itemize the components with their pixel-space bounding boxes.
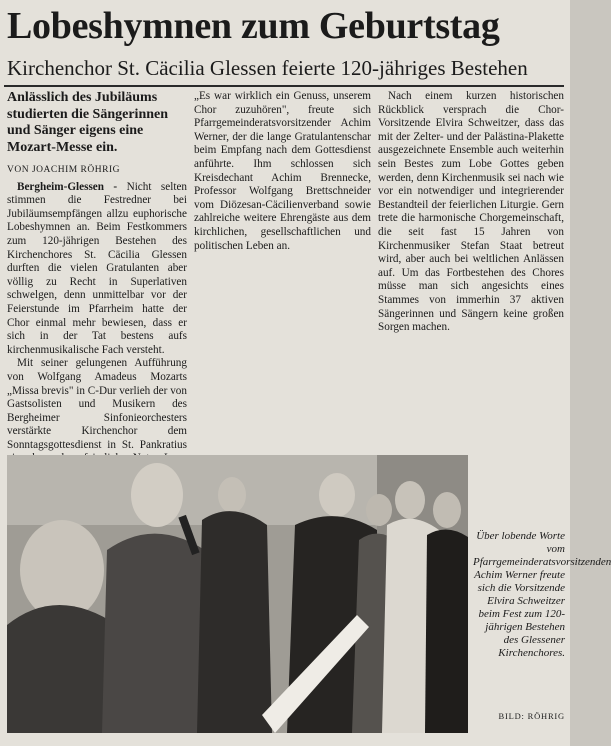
photo-caption: Über lobende Worte vom Pfarrgemeinderatsvorsitzenden Achim Werner freute sich die Vorsitzende Elvira Schweitzer beim Fest zum 120-jährigen Bestehen des Glessener Kirchenchores.: [473, 530, 611, 659]
article-dateline: Bergheim-Glessen -: [17, 180, 118, 193]
headline-divider: [4, 85, 564, 87]
article-byline: VON JOACHIM RÖHRIG: [7, 165, 120, 175]
body-paragraph-3: „Es war wirklich ein Genuss, unserem Chor zuzuhören", freute sich Pfarrgemeinderatsvorsitzender Achim Werner, der die lange Gratulantenschar beim Empfang nach dem Gottesdienst anführte. Ihm schlossen sich Kreisdechant Achim Brennecke, Professor Wolfgang Brettschneider vom Diözesan-Cäcilienverband sowie zahlreiche weitere Ehrengäste aus dem kirchlichen, gesellschaftlichen und politischen Leben an.: [194, 90, 371, 252]
article-photo: [7, 455, 468, 733]
article-intro: Anlässlich des Jubiläums studierten die Sängerinnen und Sänger eigens eine Mozart-Messe ein.: [7, 90, 169, 155]
text-column-2: [194, 90, 371, 253]
article-headline: Lobeshymnen zum Geburtstag: [7, 5, 500, 47]
body-paragraph-4: Nach einem kurzen historischen Rückblick versprach die Chor-Vorsitzende Elvira Schweitzer, dass das mit der Zelter- und der Palästina-Plakette ausgezeichnete Ensemble auch weiterhin sein Bestes zum Lobe Gottes geben werden, denn Kirchenmusik sei nach wie vor ein notwendiger und integrierender Bestandteil der feierlichen Liturgie. Gern trete die harmonische Chorgemeinschaft, die seit fast 15 Jahren von Kirchenmusiker Stefan Staat betreut wird, aber auch bei weltlichen Anlässen auf. Um das Fortbestehen des Chores müsse man sich angesichts eines Stammes von immerhin 37 aktiven Sängerinnen und Sängern keine großen Sorgen machen.: [378, 90, 564, 334]
body-paragraph-1-text: Nicht selten stimmen die Festredner bei Jubiläumsempfängen allzu euphorische Lobeshymnen an. Beim Festkommers zum 120-jährigen Bestehen des Kirchenchores St. Cäcilia Glessen durften die vielen Gratulanten aber völlig zu Recht in Superlativen schwelgen, denn unmittelbar vor der Feierstunde im Pfarrheim hatte der Chor einmal mehr bewiesen, dass er sich in der Tat bestens aufs kirchenmusikalische Fach versteht.: [7, 180, 187, 356]
photo-illustration: [7, 455, 468, 733]
text-column-3: [378, 90, 564, 335]
body-paragraph-2: Mit seiner gelungenen Aufführung von Wolfgang Amadeus Mozarts „Missa brevis" in C-Dur verlieh der von Gastsolisten und Musikern des Bergheimer Sinfonieorchesters verstärkte Kirchenchor dem Sonntagsgottesdienst in St. Pankratius: [7, 357, 187, 451]
article-subheadline: Kirchenchor St. Cäcilia Glessen feierte 120-jähriges Bestehen: [7, 56, 528, 80]
photo-credit: BILD: RÖHRIG: [498, 711, 565, 721]
body-paragraph-1: [7, 181, 187, 358]
